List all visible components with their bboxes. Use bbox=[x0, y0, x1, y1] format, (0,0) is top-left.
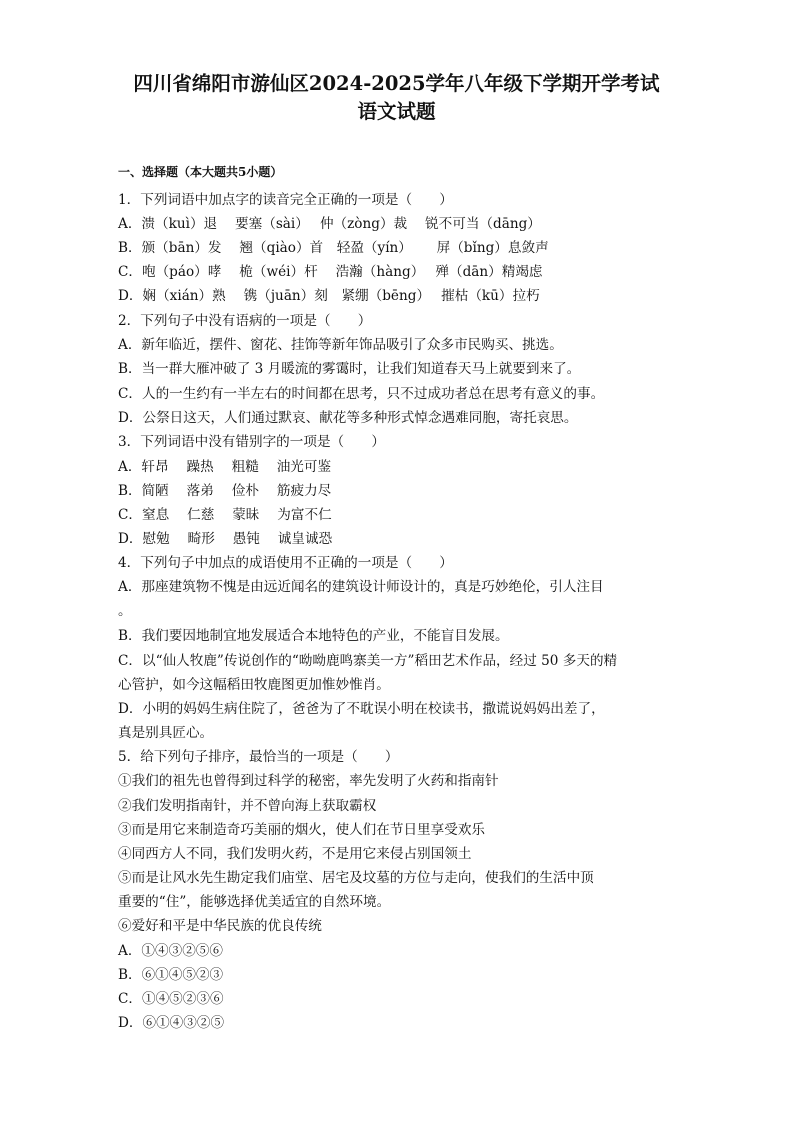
title-line-2: 语文试题 bbox=[357, 100, 436, 123]
q5-option-b: B．⑥①④⑤②③ bbox=[118, 967, 224, 983]
q5-sentence-4: ④同西方人不同，我们发明火药，不是用它来侵占别国领土 bbox=[118, 846, 472, 862]
q4-stem: 4．下列句子中加点的成语使用不正确的一项是（ ） bbox=[118, 555, 453, 571]
q4-option-d-cont: 真是别具匠心。 bbox=[118, 725, 214, 741]
q3-option-a: A．轩昂 躁热 粗糙 油光可鉴 bbox=[118, 459, 332, 475]
q1-option-c: C．咆（páo）哮 桅（wéi）杆 浩瀚（hàng） 殚（dān）精竭虑 bbox=[118, 264, 543, 280]
q4-option-a: A．那座建筑物不愧是由远近闻名的建筑设计师设计的，真是巧妙绝伦，引人注目 bbox=[118, 579, 604, 595]
q5-sentence-3: ③而是用它来制造奇巧美丽的烟火，使人们在节日里享受欢乐 bbox=[118, 822, 486, 838]
q4-option-a-cont: 。 bbox=[118, 603, 132, 619]
title-line-1: 四川省绵阳市游仙区2024-2025学年八年级下学期开学考试 bbox=[133, 72, 660, 95]
q5-option-d: D．⑥①④③②⑤ bbox=[118, 1015, 225, 1031]
q4-option-c: C．以“仙人牧鹿”传说创作的“呦呦鹿鸣寨美一方”稻田艺术作品，经过 50 多天的精 bbox=[118, 653, 618, 669]
q1-option-a: A．溃（kuì）退 要塞（sài） 仲（zòng）裁 锐不可当（dāng） bbox=[118, 216, 541, 232]
q5-option-a: A．①④③②⑤⑥ bbox=[118, 943, 223, 959]
q5-sentence-5: ⑤而是让风水先生勘定我们庙堂、居宅及坟墓的方位与走向，使我们的生活中顶 bbox=[118, 870, 594, 886]
q5-stem: 5．给下列句子排序，最恰当的一项是（ ） bbox=[118, 749, 399, 765]
q3-stem: 3．下列词语中没有错别字的一项是（ ） bbox=[118, 434, 385, 450]
q4-option-d: D．小明的妈妈生病住院了，爸爸为了不耽误小明在校读书，撒谎说妈妈出差了， bbox=[118, 701, 605, 717]
q3-option-d: D．慰勉 畸形 愚钝 诚皇诚恐 bbox=[118, 531, 333, 547]
q5-sentence-2: ②我们发明指南针，并不曾向海上获取霸权 bbox=[118, 798, 377, 814]
q4-option-b: B．我们要因地制宜地发展适合本地特色的产业，不能盲目发展。 bbox=[118, 628, 509, 644]
q2-option-d: D．公祭日这天，人们通过默哀、献花等多种形式悼念遇难同胞，寄托哀思。 bbox=[118, 410, 578, 426]
section-heading: 一、选择题（本大题共5小题） bbox=[118, 165, 283, 179]
q2-option-c: C．人的一生约有一半左右的时间都在思考，只不过成功者总在思考有意义的事。 bbox=[118, 386, 605, 402]
q2-stem: 2．下列句子中没有语病的一项是（ ） bbox=[118, 313, 372, 329]
q4-option-c-cont: 心管护，如今这幅稻田牧鹿图更加惟妙惟肖。 bbox=[118, 677, 390, 693]
q5-sentence-1: ①我们的祖先也曾得到过科学的秘密，率先发明了火药和指南针 bbox=[118, 773, 499, 789]
q1-option-d: D．娴（xián）熟 镌（juān）刻 紧绷（bēng） 摧枯（kū）拉朽 bbox=[118, 288, 540, 304]
q5-option-c: C．①④⑤②③⑥ bbox=[118, 991, 224, 1007]
q1-option-b: B．颁（bān）发 翘（qiào）首 轻盈（yín） 屏（bǐng）息敛声 bbox=[118, 240, 549, 256]
q2-option-a: A．新年临近，摆件、窗花、挂饰等新年饰品吸引了众多市民购买、挑选。 bbox=[118, 337, 563, 353]
q3-option-c: C．窒息 仁慈 蒙昧 为富不仁 bbox=[118, 507, 332, 523]
q5-sentence-6: ⑥爱好和平是中华民族的优良传统 bbox=[118, 918, 322, 934]
q2-option-b: B．当一群大雁冲破了 3 月暖流的雾霭时，让我们知道春天马上就要到来了。 bbox=[118, 361, 581, 377]
q1-stem: 1．下列词语中加点字的读音完全正确的一项是（ ） bbox=[118, 192, 453, 208]
q5-sentence-5-cont: 重要的“住”，能够选择优美适宜的自然环境。 bbox=[118, 894, 391, 910]
q3-option-b: B．简陋 落弟 俭朴 筋疲力尽 bbox=[118, 483, 332, 499]
